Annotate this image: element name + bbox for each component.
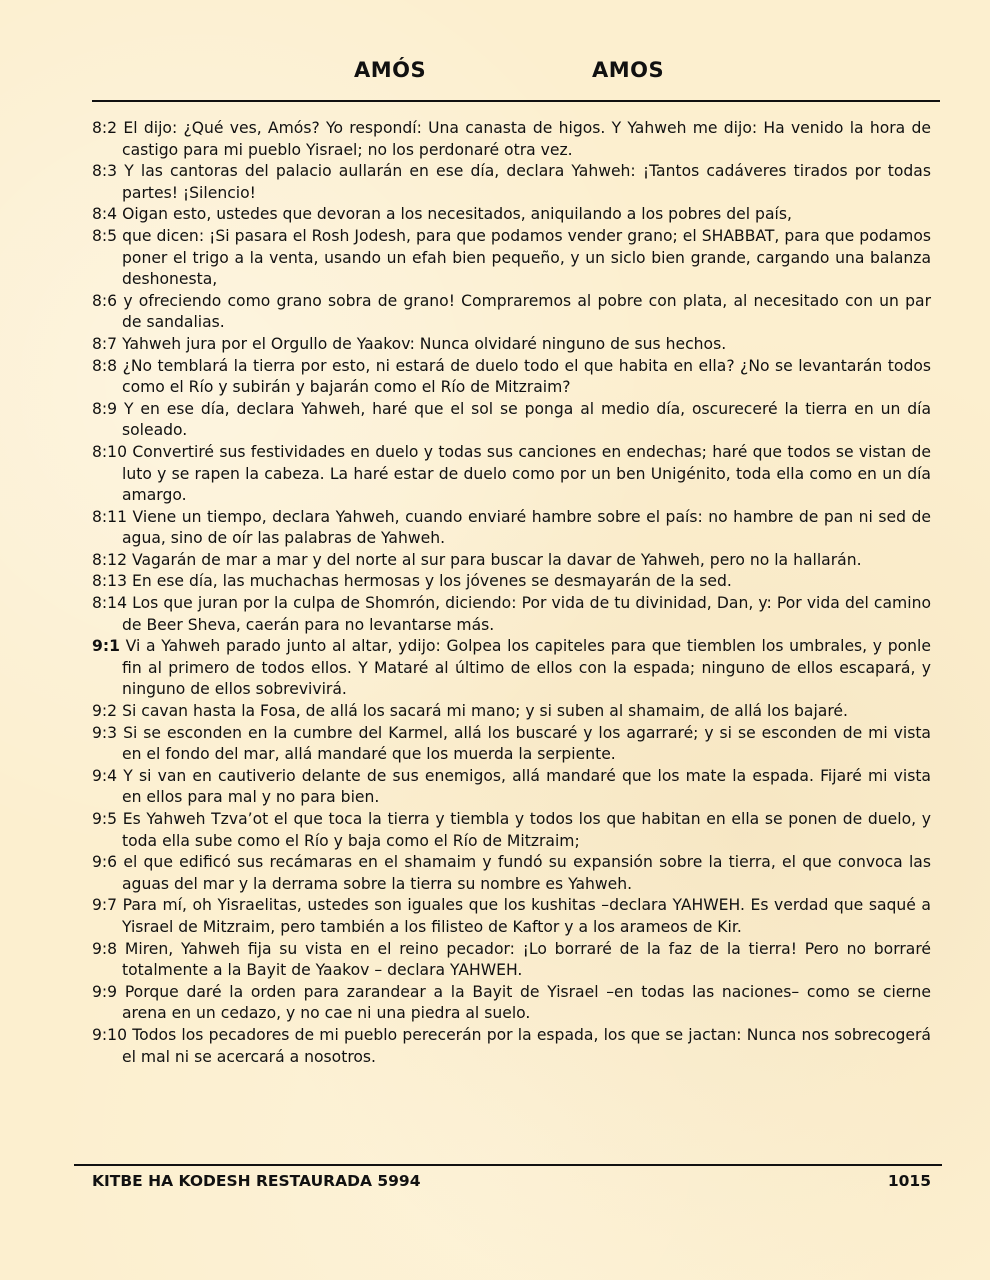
verse-text: Es Yahweh Tzva’ot el que toca la tierra y tiembla y todos los que habitan en ella se ponen de duelo, y toda ella sube como el Río y baja como el Río de Mitzraim; (122, 810, 931, 850)
verse-9-2 (92, 701, 931, 723)
verse-8-14 (92, 593, 931, 636)
verse-ref: 9:10 (92, 1025, 128, 1044)
verse-ref: 9:2 (92, 702, 118, 721)
verse-ref: 8:11 (92, 507, 128, 526)
verse-text: Para mí, oh Yisraelitas, ustedes son iguales que los kushitas –declara YAHWEH. Es verdad que saqué a Yisrael de Mitzraim, pero también a los filisteo de Kaftor y a los arameos de Kir. (122, 896, 931, 936)
verse-ref: 8:4 (92, 205, 118, 224)
header-divider (92, 100, 940, 102)
footer-divider (74, 1164, 942, 1166)
verse-ref: 8:7 (92, 334, 118, 353)
verse-text: Los que juran por la culpa de Shomrón, diciendo: Por vida de tu divinidad, Dan, y: Por vida del camino de Beer Sheva, caerán para no levantarse más. (122, 594, 931, 634)
verse-text: Miren, Yahweh fija su vista en el reino pecador: ¡Lo borraré de la faz de la tierra! Pero no borraré totalmente a la Bayit de Yaakov – declara YAHWEH. (122, 939, 931, 980)
verse-ref: 8:2 (92, 119, 118, 137)
verse-9-9 (92, 982, 931, 1025)
verse-8-9 (92, 399, 931, 442)
verse-text: Si cavan hasta la Fosa, de allá los sacará mi mano; y si suben al shamaim, de allá los bajaré. (122, 702, 848, 721)
verse-8-13 (92, 571, 931, 593)
verse-ref: 9:7 (92, 896, 118, 915)
verse-text: ¿No temblará la tierra por esto, ni estará de duelo todo el que habita en ella? ¿No se levantarán todos como el Río y subirán y bajarán como el Río de Mitzraim? (122, 356, 932, 397)
verse-text: En ese día, las muchachas hermosas y los jóvenes se desmayarán de la sed. (132, 572, 732, 591)
header-title-spanish: AMÓS (354, 58, 427, 82)
verse-text: Convertiré sus festividades en duelo y todas sus canciones en endechas; haré que todos se vistan de luto y se rapen la cabeza. La haré estar de duelo como por un ben Unigénito, toda ella como en un día amargo. (122, 442, 931, 505)
verse-8-10 (92, 442, 931, 507)
verse-text: que dicen: ¡Si pasara el Rosh Jodesh, para que podamos vender grano; el SHABBAT, para que podamos poner el trigo a la venta, usando un efah bien pequeño, y un siclo bien grande, cargando una balanza deshonesta, (122, 226, 931, 289)
verse-9-10 (92, 1025, 931, 1068)
verse-8-7 (92, 334, 931, 356)
verse-9-6 (92, 852, 931, 895)
verse-ref: 9:8 (92, 939, 118, 958)
page-footer (92, 1172, 931, 1194)
verse-ref: 8:6 (92, 291, 118, 310)
verse-8-12 (92, 550, 931, 572)
verse-text: Yahweh jura por el Orgullo de Yaakov: Nunca olvidaré ninguno de sus hechos. (122, 334, 727, 353)
verse-ref: 8:5 (92, 226, 118, 245)
verse-9-8 (92, 939, 931, 982)
verse-text: Vi a Yahweh parado junto al altar, ydijo: Golpea los capiteles para que tiemblen los umbrales, y ponle fin al primero de todos ellos. Y Mataré al último de ellos con la espada; ninguno de ellos escapará, y ninguno de ellos sobrevivirá. (122, 637, 931, 699)
page-number: 1015 (887, 1172, 931, 1190)
footer-book-title: KITBE HA KODESH RESTAURADA 5994 (92, 1172, 421, 1190)
verse-text: y ofreciendo como grano sobra de grano! Compraremos al pobre con plata, al necesitado con un par de sandalias. (122, 291, 931, 332)
verse-8-8 (92, 356, 931, 399)
verse-ref: 8:8 (92, 356, 118, 375)
chapter-start-ref: 9:1 (92, 637, 120, 656)
verse-text: Viene un tiempo, declara Yahweh, cuando enviaré hambre sobre el país: no hambre de pan ni sed de agua, sino de oír las palabras de Yahweh. (122, 507, 931, 548)
verse-9-5 (92, 809, 931, 852)
verse-ref: 8:12 (92, 550, 128, 569)
verse-9-4 (92, 766, 931, 809)
verse-ref: 9:5 (92, 810, 118, 828)
verse-ref: 8:3 (92, 162, 118, 181)
verse-text: el que edificó sus recámaras en el shamaim y fundó su expansión sobre la tierra, el que convoca las aguas del mar y la derrama sobre la tierra su nombre es Yahweh. (122, 853, 931, 893)
verse-text: Y las cantoras del palacio aullarán en ese día, declara Yahweh: ¡Tantos cadáveres tirados por todas partes! ¡Silencio! (122, 162, 931, 202)
verse-8-4 (92, 204, 931, 226)
verse-text: Y en ese día, declara Yahweh, haré que el sol se ponga al medio día, oscureceré la tierra en un día soleado. (122, 399, 931, 440)
verse-text: Todos los pecadores de mi pueblo perecerán por la espada, los que se jactan: Nunca nos sobrecogerá el mal ni se acercará a nosotros. (122, 1025, 931, 1066)
verse-ref: 9:6 (92, 853, 118, 872)
header-title-english: AMOS (592, 58, 665, 82)
verse-9-3 (92, 723, 931, 766)
verse-text: Porque daré la orden para zarandear a la Bayit de Yisrael –en todas las naciones– como se cierne arena en un cedazo, y no cae ni una piedra al suelo. (122, 982, 931, 1023)
page-header (0, 58, 990, 90)
verse-8-3 (92, 161, 931, 204)
verse-text: El dijo: ¿Qué ves, Amós? Yo respondí: Una canasta de higos. Y Yahweh me dijo: Ha venido la hora de castigo para mi pueblo Yisrael; no los perdonaré otra vez. (122, 119, 931, 159)
verse-8-11 (92, 507, 931, 550)
verse-ref: 8:14 (92, 594, 128, 613)
verse-ref: 8:10 (92, 442, 128, 461)
verse-ref: 9:9 (92, 982, 118, 1001)
verse-ref: 9:3 (92, 723, 118, 742)
verse-9-7 (92, 895, 931, 938)
verse-text: Vagarán de mar a mar y del norte al sur para buscar la davar de Yahweh, pero no la hallarán. (132, 550, 862, 569)
verse-9-1 (92, 636, 931, 701)
verse-ref: 9:4 (92, 766, 118, 785)
verse-8-2 (92, 118, 931, 161)
verse-ref: 8:13 (92, 572, 128, 591)
verse-text: Si se esconden en la cumbre del Karmel, allá los buscaré y los agarraré; y si se esconden de mi vista en el fondo del mar, allá mandaré que los muerda la serpiente. (122, 723, 931, 764)
verse-list (92, 118, 931, 1068)
verse-text: Oigan esto, ustedes que devoran a los necesitados, aniquilando a los pobres del país, (122, 205, 792, 224)
verse-8-6 (92, 291, 931, 334)
verse-ref: 8:9 (92, 399, 118, 418)
verse-text: Y si van en cautiverio delante de sus enemigos, allá mandaré que los mate la espada. Fijaré mi vista en ellos para mal y no para bien. (122, 766, 931, 807)
verse-8-5 (92, 226, 931, 291)
